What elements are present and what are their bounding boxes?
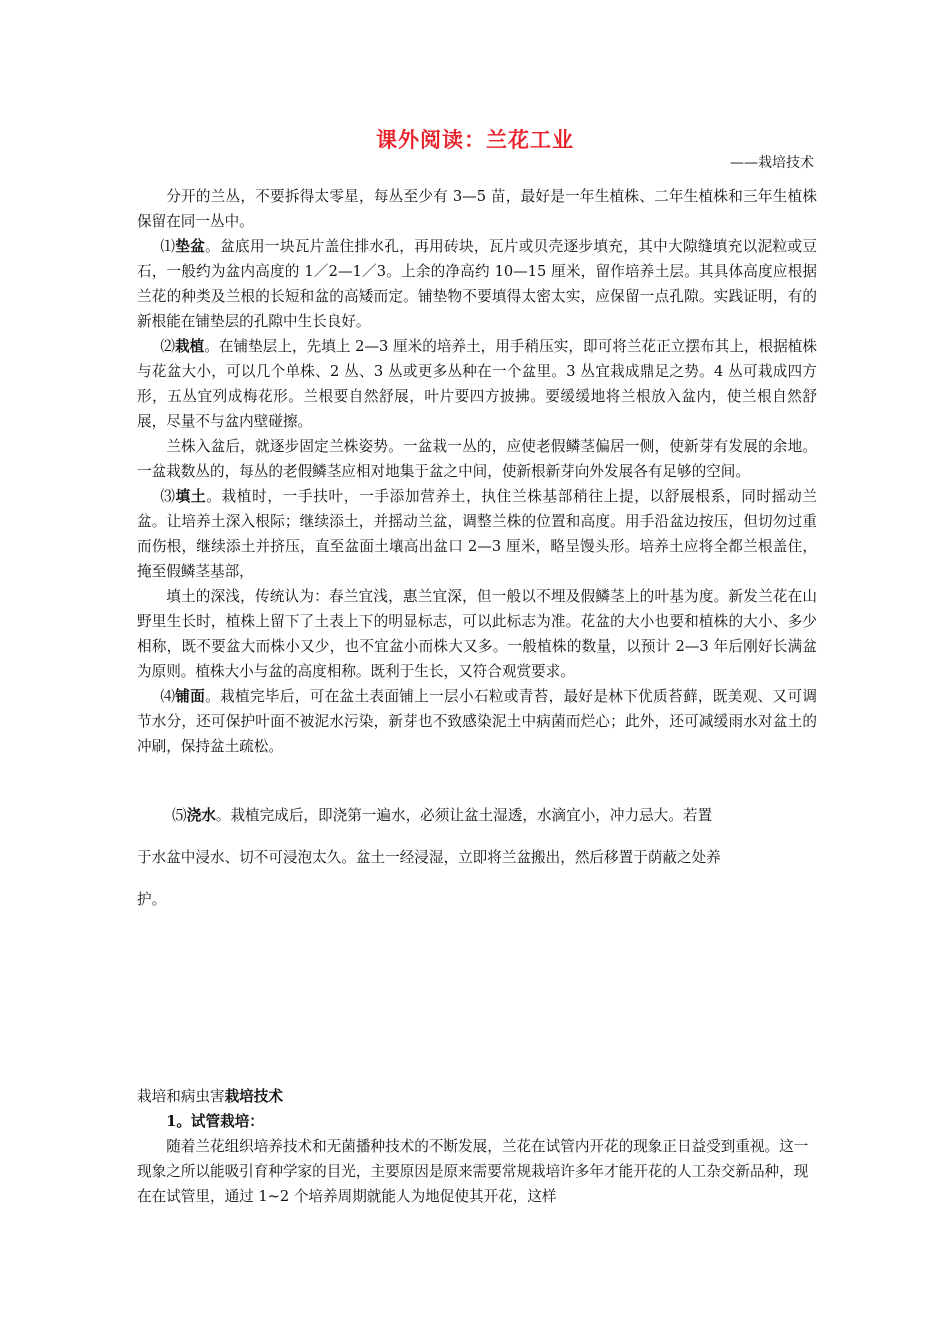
step-3-number: ⑶ (160, 488, 176, 505)
step-4-paragraph (137, 684, 817, 759)
paragraph-after-step-2: 兰株入盆后，就逐步固定兰株姿势。一盆栽一丛的，应使老假鳞茎偏居一侧，使新芽有发展的余地。 一盆栽数丛的，每丛的老假鳞茎应相对地集于盆之中间，使新根新芽向外发展各有足够的空间。 (137, 438, 817, 480)
intro-paragraph: 分开的兰丛，不要拆得太零星，每丛至少有 3—5 苗，最好是一年生植株、二年生植株和三年生植株保留在同一丛中。 (137, 188, 817, 230)
paragraph-after-step-3: 填土的深浅，传统认为：春兰宜浅，惠兰宜深，但一般以不埋及假鳞茎上的叶基为度。新发兰花在山野里生长时，植株上留下了土表上下的明显标志，可以此标志为准。花盆的大小也要和植株的大小、多少相称，既不要盆大而株小又少，也不宜盆小而株大又多。一般植株的数量，以预计 2—3 年后刚好长满盆为原则。植株大小与盆的高度相称。既利于生长，又符合观赏要求。 (137, 588, 817, 680)
step-3-heading: 填土 (175, 488, 207, 505)
section-2-subheading (137, 1109, 817, 1134)
step-3-text: 。栽植时，一手扶叶，一手添加营养土，执住兰株基部稍往上提，以舒展根系，同时摇动兰盆。让培养土深入根际；继续添土，并摇动兰盆，调整兰株的位置和高度。用手沿盆边按压，但切勿过重而伤根，继续添土并挤压，直至盆面土壤高出盆口 2—3 厘米，略呈馒头形。培养土应将全都兰根盖住，掩至假鳞茎基部， (137, 488, 817, 580)
step-5-block (137, 806, 817, 910)
step-1-heading: 垫盆 (175, 238, 206, 255)
step-4-heading: 铺面 (175, 688, 206, 705)
step-5-line-2: 于水盆中浸水、切不可浸泡太久。盆土一经浸湿，立即将兰盆搬出，然后移置于荫蔽之处养 (137, 849, 721, 866)
step-1-text: 。盆底用一块瓦片盖住排水孔，再用砖块，瓦片或贝壳逐步填充，其中大隙缝填充以泥粒或豆石，一般约为盆内高度的 1／2—1／3。上余的净高约 10—15 厘米，留作培养土层。其具体高度应根据兰花的种类及兰根的长短和盆的高矮而定。铺垫物不要填得太密太实，应保留一点孔隙。实践证明，有的新根能在铺垫层的孔隙中生长良好。 (137, 238, 817, 330)
step-2-paragraph (137, 334, 817, 434)
section-2-heading-plain: 栽培和病虫害 (137, 1088, 225, 1105)
section-2-heading (137, 1084, 817, 1109)
page-subtitle: ——栽培技术 (730, 155, 814, 171)
step-2-heading: 栽植 (174, 338, 205, 355)
section-2-subheading-text: 1。试管栽培： (166, 1113, 264, 1130)
step-5-line-3: 护。 (137, 891, 167, 908)
step-2-number: ⑵ (160, 338, 175, 355)
step-5-number: ⑸ (172, 807, 187, 824)
step-1-number: ⑴ (160, 238, 176, 255)
section-2-paragraph: 随着兰花组织培养技术和无菌播种技术的不断发展，兰花在试管内开花的现象正日益受到重视。这一现象之所以能吸引育种学家的目光，主要原因是原来需要常规栽培许多年才能开花的人工杂交新品种，现在在试管里，通过 1~2 个培养周期就能人为地促使其开花，这样 (137, 1138, 809, 1205)
body-text (137, 184, 817, 759)
step-5-heading: 浇水 (186, 807, 216, 824)
step-5-line-1 (137, 806, 817, 826)
page-title: 课外阅读：兰花工业 (376, 127, 574, 152)
step-4-number: ⑷ (160, 688, 176, 705)
step-1-paragraph (137, 234, 817, 334)
step-5-text-1: 。栽植完成后，即浇第一遍水，必须让盆土湿透，水滴宜小，冲力忌大。若置 (215, 807, 713, 824)
section-2 (137, 1084, 817, 1209)
step-4-text: 。栽植完毕后，可在盆土表面铺上一层小石粒或青苔，最好是林下优质苔藓，既美观、又可调节水分，还可保护叶面不被泥水污染，新芽也不致感染泥土中病菌而烂心；此外，还可减缓雨水对盆土的冲刷，保持盆土疏松。 (137, 688, 817, 755)
step-2-text: 。在铺垫层上，先填上 2—3 厘米的培养土，用手稍压实，即可将兰花正立摆布其上，根据植株与花盆大小，可以几个单株、2 丛、3 丛或更多丛种在一个盆里。3 丛宜栽成鼎足之势。4 丛可栽成四方形，五丛宜列成梅花形。兰根要自然舒展，叶片要四方披拂。要缓缓地将兰根放入盆内，使兰根自然舒展，尽量不与盆内壁碰擦。 (137, 338, 817, 430)
step-3-paragraph (137, 484, 817, 584)
section-2-heading-bold: 栽培技术 (224, 1088, 283, 1105)
